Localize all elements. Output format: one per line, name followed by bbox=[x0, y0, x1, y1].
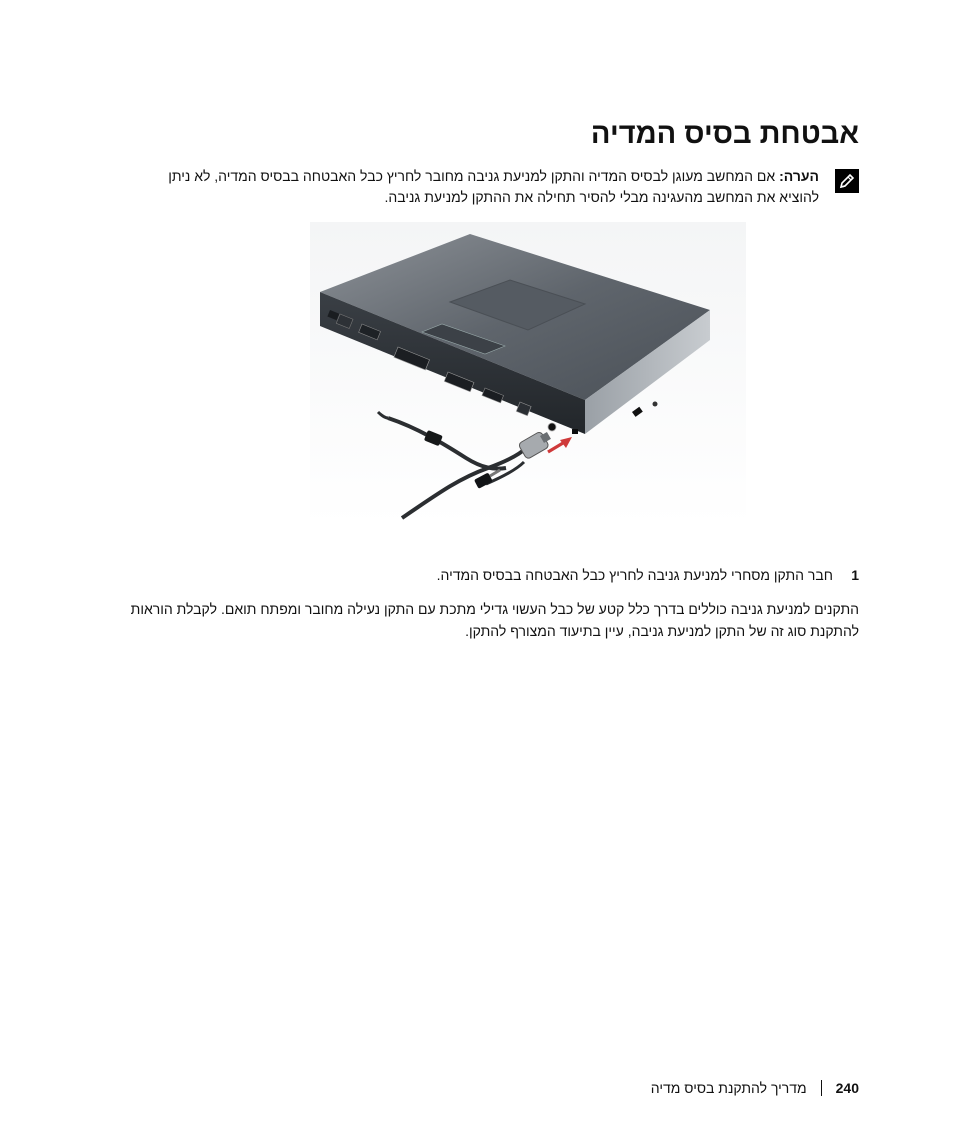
footer-separator bbox=[821, 1080, 822, 1096]
page-footer bbox=[651, 1080, 859, 1096]
note-body: אם המחשב מעוגן לבסיס המדיה והתקן למניעת גניבה מחובר לחריץ כבל האבטחה בבסיס המדיה, לא ניתן להוציא את המחשב מהעגינה מבלי להסיר תחילה את ההתקן למניעת גניבה. bbox=[168, 168, 819, 205]
page-title: אבטחת בסיס המדיה bbox=[590, 118, 859, 150]
media-base-security-cable-illustration bbox=[310, 222, 746, 526]
step-number: 1 bbox=[851, 567, 859, 583]
pencil-note-icon bbox=[835, 169, 859, 193]
page-number: 240 bbox=[835, 1080, 859, 1096]
step-text: חבר התקן מסחרי למניעת גניבה לחריץ כבל האבטחה בבסיס המדיה. bbox=[436, 567, 833, 583]
body-paragraph: התקנים למניעת גניבה כוללים בדרך כלל קטע של כבל העשוי גדילי מתכת עם התקן נעילה מחובר ומפתח תואם. לקבלת הוראות להתקנת סוג זה של התקן למניעת גניבה, עיין בתיעוד המצורף להתקן. bbox=[130, 601, 859, 639]
step-1 bbox=[259, 565, 859, 585]
note-label: הערה: bbox=[779, 168, 819, 184]
note-text bbox=[129, 166, 819, 208]
note-block bbox=[129, 166, 859, 208]
guide-title: מדריך להתקנת בסיס מדיה bbox=[650, 1080, 807, 1096]
